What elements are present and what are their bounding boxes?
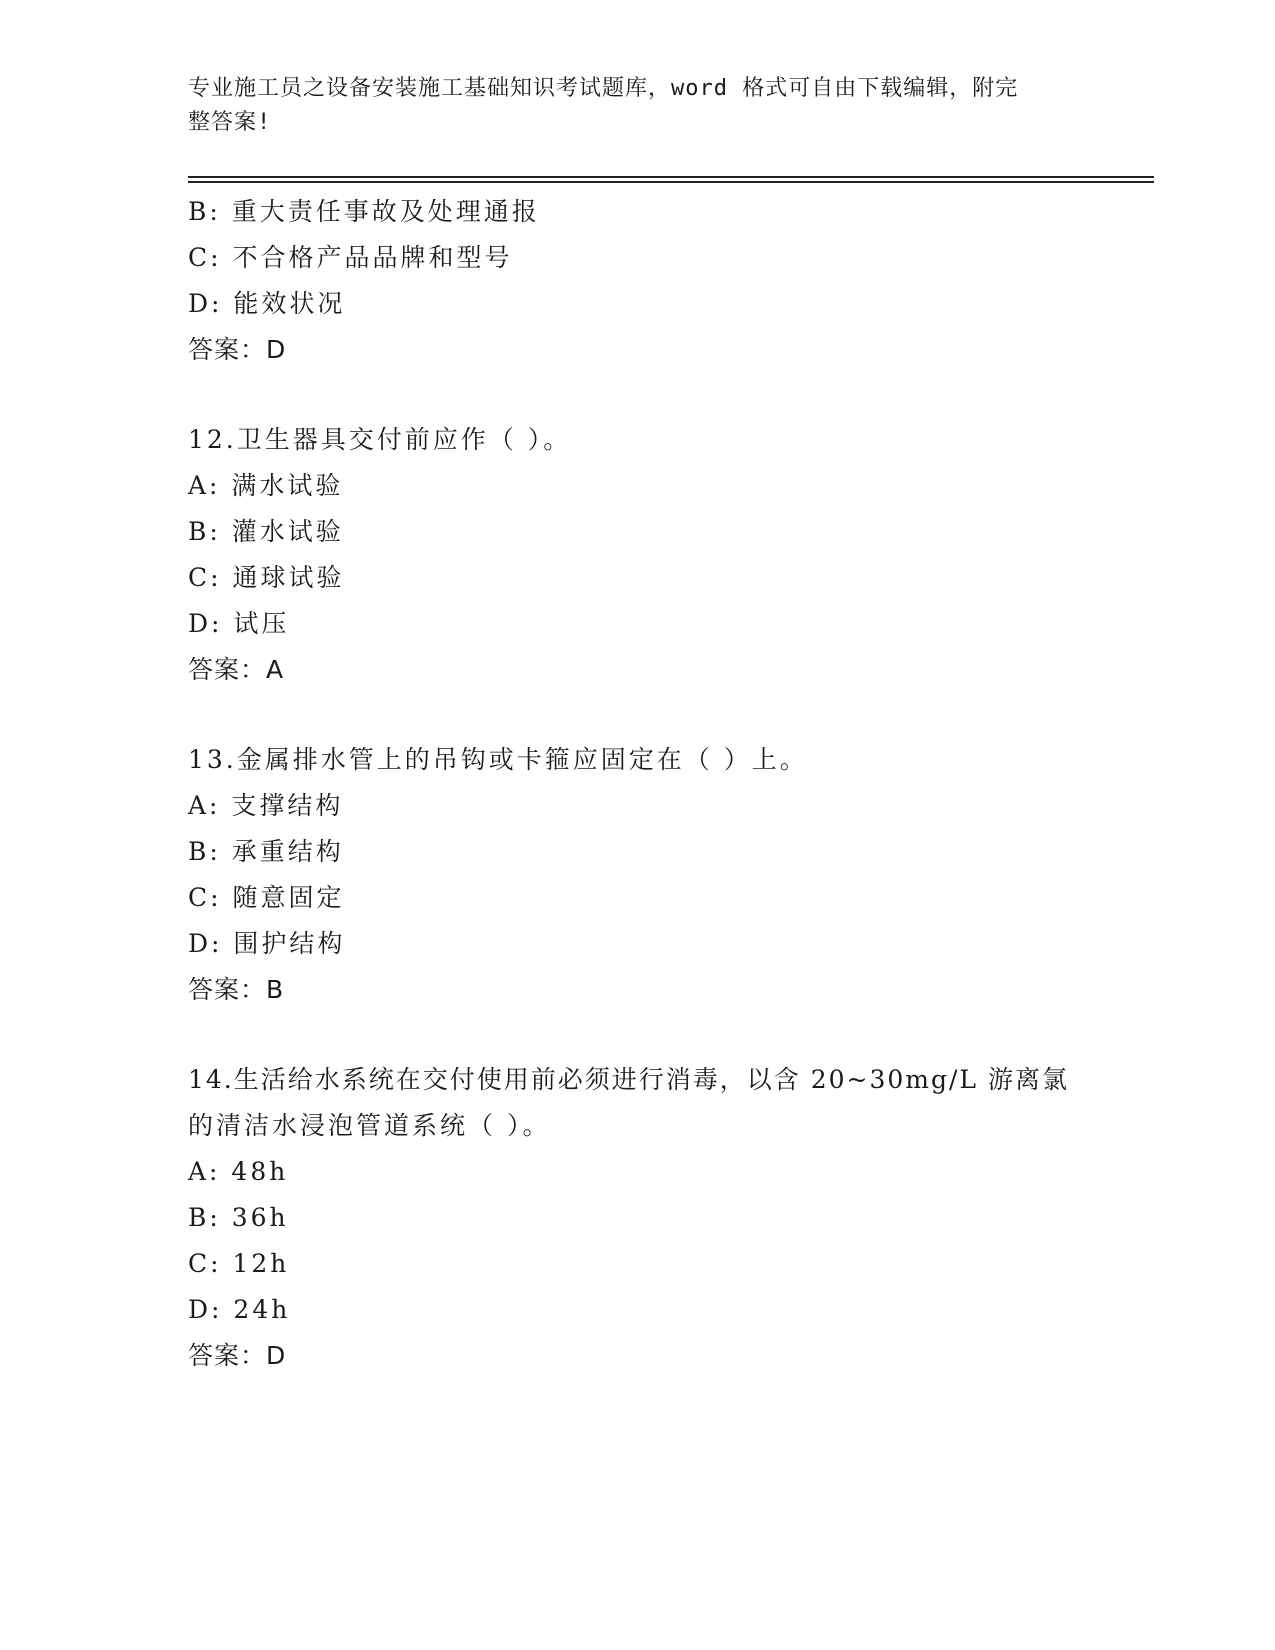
option-a: A: 支撑结构 <box>188 791 344 820</box>
option-d: D: 围护结构 <box>188 929 346 958</box>
spacer <box>188 1013 1088 1057</box>
option-c: C: 通球试验 <box>188 563 345 592</box>
answer-label: 答案：D <box>188 1341 287 1370</box>
header-line-2: 整答案! <box>188 110 272 135</box>
option-b: B: 灌水试验 <box>188 517 344 546</box>
option-a: A: 48h <box>188 1157 289 1186</box>
question-11-continued <box>188 189 1088 373</box>
option-c: C: 不合格产品品牌和型号 <box>188 243 513 272</box>
option-b: B: 承重结构 <box>188 837 344 866</box>
question-stem-line-2: 的清洁水浸泡管道系统（ ）。 <box>188 1111 551 1140</box>
option-d: D: 试压 <box>188 609 290 638</box>
option-c: C: 12h <box>188 1249 290 1278</box>
spacer <box>188 693 1088 737</box>
option-b: B: 重大责任事故及处理通报 <box>188 197 540 226</box>
option-a: A: 满水试验 <box>188 471 344 500</box>
question-12 <box>188 417 1088 693</box>
option-d: D: 24h <box>188 1295 291 1324</box>
question-13 <box>188 737 1088 1013</box>
question-stem: 13.金属排水管上的吊钩或卡箍应固定在（ ）上。 <box>188 745 808 774</box>
spacer <box>188 373 1088 417</box>
answer-label: 答案：A <box>188 655 285 684</box>
document-header <box>188 72 1078 140</box>
header-line-1: 专业施工员之设备安装施工基础知识考试题库，word 格式可自由下载编辑，附完 <box>188 76 1019 101</box>
question-stem-line-1: 14.生活给水系统在交付使用前必须进行消毒，以含 20~30mg/L 游离氯 <box>188 1065 1069 1094</box>
question-14 <box>188 1057 1088 1379</box>
answer-label: 答案：D <box>188 335 287 364</box>
option-d: D: 能效状况 <box>188 289 346 318</box>
option-b: B: 36h <box>188 1203 289 1232</box>
question-stem: 12.卫生器具交付前应作（ ）。 <box>188 425 572 454</box>
header-rule-bottom <box>188 181 1154 183</box>
option-c: C: 随意固定 <box>188 883 345 912</box>
question-list <box>188 189 1088 1379</box>
answer-label: 答案：B <box>188 975 285 1004</box>
header-rule-top <box>188 176 1154 178</box>
